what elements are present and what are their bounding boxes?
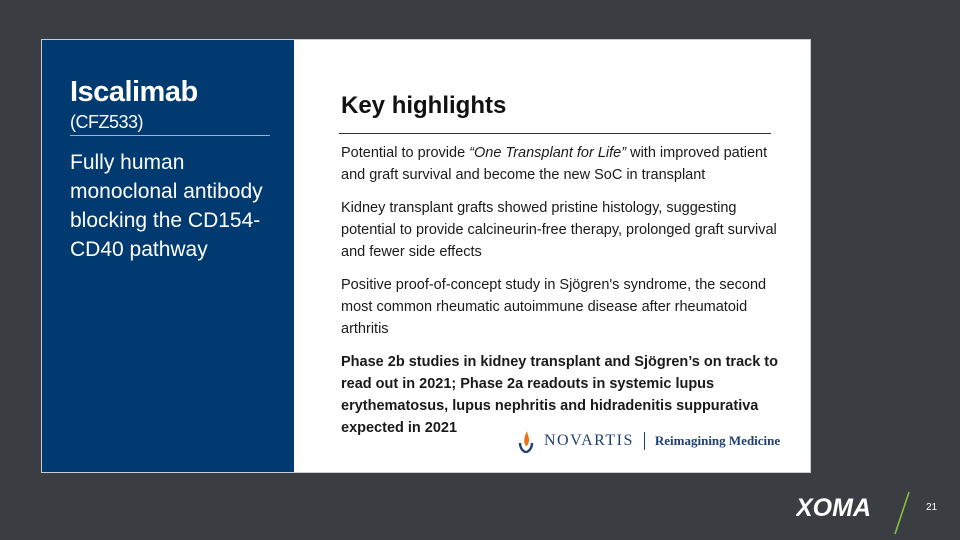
product-panel	[42, 40, 294, 472]
highlight-item	[341, 142, 781, 186]
section-title: Key highlights	[341, 92, 507, 119]
logo-divider	[644, 432, 645, 450]
highlight-text: Potential to provide	[341, 145, 470, 161]
product-code: (CFZ533)	[70, 112, 144, 132]
title-divider	[339, 133, 771, 134]
slash-icon	[892, 490, 912, 536]
novartis-flame-icon	[516, 429, 536, 453]
xoma-logo	[796, 492, 880, 522]
page-number: 21	[926, 502, 938, 513]
highlight-emphasis: “One Transplant for Life”	[469, 145, 627, 161]
product-description: Fully human monoclonal antibody blocking the CD154-CD40 pathway	[70, 151, 263, 261]
novartis-logo	[516, 428, 780, 454]
highlight-item: Kidney transplant grafts showed pristine histology, suggesting potential to provide calcineurin-free therapy, prolonged graft survival and fewer side effects	[341, 200, 777, 260]
highlight-text: with improved patient and graft survival and become the new SoC in transplant	[341, 145, 768, 183]
product-name: Iscalimab	[70, 76, 198, 108]
highlight-item: Positive proof-of-concept study in Sjögren's syndrome, the second most common rheumatic autoimmune disease after rheumatoid arthritis	[341, 277, 767, 337]
highlights-panel	[294, 40, 810, 472]
highlights-list	[341, 142, 781, 450]
partner-name: NOVARTIS	[544, 432, 634, 449]
partner-tagline: Reimagining Medicine	[654, 433, 781, 448]
panel-divider	[70, 135, 270, 136]
slide-card	[42, 40, 810, 472]
brand-name: XOMA	[796, 494, 871, 522]
highlight-item: Phase 2b studies in kidney transplant and Sjögren’s on track to read out in 2021; Phase 2a readouts in systemic lupus erythematosus, lupus nephritis and hidradenitis suppurativa expected in 2021	[341, 354, 778, 436]
